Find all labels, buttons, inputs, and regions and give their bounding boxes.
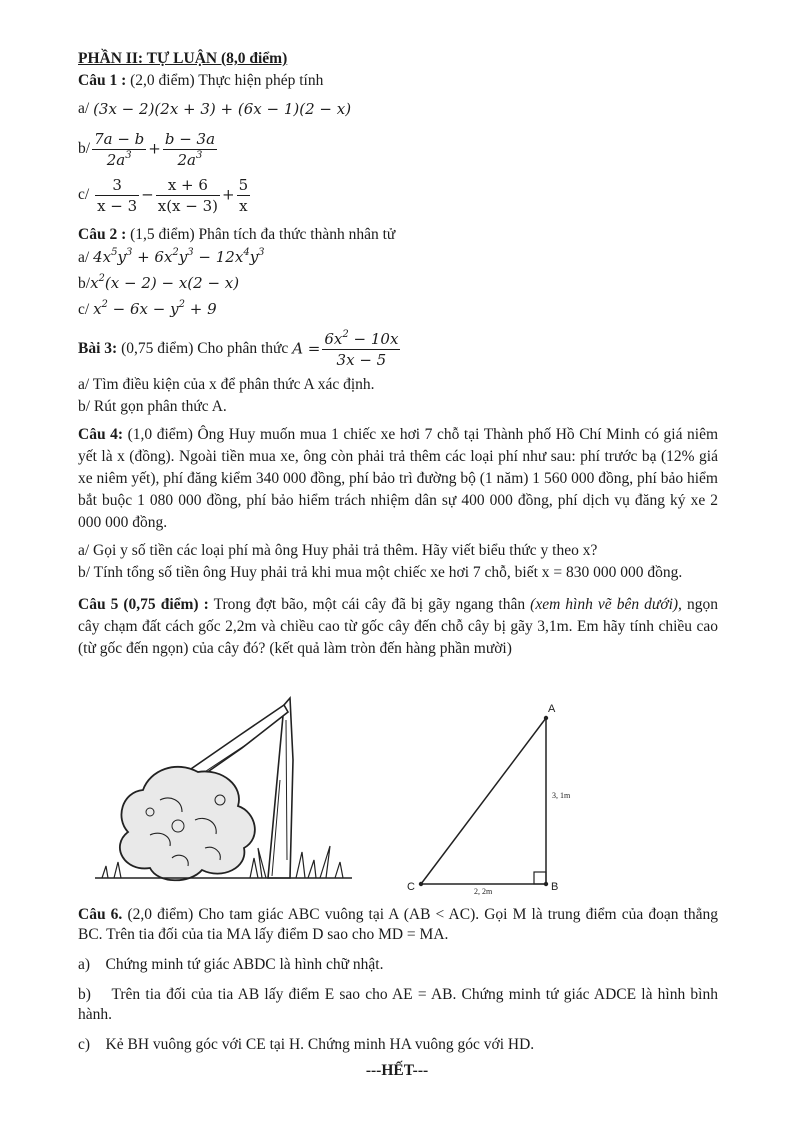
q2-c: c/ $x^2 - 6x - y^2 + 9$ [78,299,217,318]
q6-body [78,905,718,945]
end-mark: ---HẾT--- [365,1062,429,1079]
q1-c: c/ $\frac{3}{x - 3}$ − $\frac{x + 6}{x(x - 3)}$ + $\frac{5}{x}$ [78,172,718,218]
part-title: PHẦN II: TỰ LUẬN (8,0 điểm) [78,50,288,67]
q6-c: c) Kẻ BH vuông góc với CE tại H. Chứng minh HA vuông góc với HD. [78,1036,535,1053]
q2-a-expr: $4x^5y^3 + 6x^2y^3 - 12x^4y^3$ [93,247,265,266]
q3-a: a/ Tìm điều kiện của x để phân thức A xác định. [78,376,375,393]
point-b [544,882,548,886]
label-b: B [551,881,559,893]
q2-a: a/ $4x^5y^3 + 6x^2y^3 - 12x^4y^3$ [78,247,265,266]
q3-label: Bài 3: [78,340,118,357]
broken-tree-illustration [95,698,352,880]
q2-b: $b/x^2(x - 2) - x(2 - x)$ [78,273,240,292]
right-angle-mark [534,872,546,884]
q1-a-expr: (3x − 2)(2x + 3) + (6x − 1)(2 − x) [93,100,352,118]
q1-b: b/ $\frac{7a - b}{2a^3}$ + $\frac{b - 3a}{2a^3}$ [78,126,718,172]
q6-label: Câu 6. [78,906,123,923]
q2-c-expr: $x^2 - 6x - y^2 + 9$ [93,299,217,318]
q3-fraction: A = $\frac{6x^2 - 10x}{3x - 5}$ [292,328,399,369]
q4-a: a/ Gọi y số tiền các loại phí mà ông Huy phải trả thêm. Hãy viết biểu thức y theo x? [78,542,598,559]
q1-a: a/ (3x − 2)(2x + 3) + (6x − 1)(2 − x) [78,100,352,118]
q2-intro: (1,5 điểm) Phân tích đa thức thành nhân tử [130,226,396,243]
q6-text: (2,0 điểm) Cho tam giác ABC vuông tại A (AB < AC). Gọi M là trung điểm của đoạn thẳng BC. Trên tia đối của tia MA lấy điểm D sao cho MD = MA. [78,906,719,943]
q1-c-expr: $\frac{3}{x - 3}$ − $\frac{x + 6}{x(x - 3)}$ + $\frac{5}{x}$ [97,175,249,215]
q4-b: b/ Tính tổng số tiền ông Huy phải trả khi mua một chiếc xe hơi 7 chỗ, biết x = 830 000 000 đồng. [78,564,683,581]
q3-intro: (0,75 điểm) Cho phân thức [121,340,289,357]
q5-label: Câu 5 (0,75 điểm) : [78,596,209,613]
q6-b: b) Trên tia đối của tia AB lấy điểm E sao cho AE = AB. Chứng minh tứ giác ADCE là hình bình hành. [78,986,718,1023]
label-length-cb: 2, 2m [474,887,493,896]
q1-label: Câu 1 : [78,72,127,89]
right-triangle-diagram [407,703,571,896]
q1-b-expr: $\frac{7a - b}{2a^3}$ + $\frac{b - 3a}{2a^3}$ [94,129,216,169]
label-length-ab: 3, 1m [552,791,571,800]
label-c: C [407,881,415,893]
q4-label: Câu 4: [78,426,124,443]
q2-label: Câu 2 : [78,226,127,243]
q6-section [78,905,718,1056]
q2-b-expr: $x^2(x - 2) - x(2 - x)$ [90,273,240,292]
q1-intro: (2,0 điểm) Thực hiện phép tính [130,72,324,89]
q6-a: a) Chứng minh tứ giác ABDC là hình chữ nhật. [78,956,384,973]
hypotenuse-ca [421,718,546,884]
point-a [544,716,548,720]
label-a: A [548,703,556,715]
point-c [419,882,423,886]
q4-text: (1,0 điểm) Ông Huy muốn mua 1 chiếc xe hơi 7 chỗ tại Thành phố Hồ Chí Minh có giá niêm yết là x (đồng). Ngoài tiền mua xe, ông còn phải trả thêm các loại phí như sau: phí trước bạ (12% giá xe niêm yết), phí đăng kiểm 340 000 đồng, phí bảo trì đường bộ (1 năm) 1 560 000 đồng, phí bảo hiểm bắt buộc 1 080 000 đồng, phí bảo hiểm trách nhiệm dân sự 400 000 đồng, phí dịch vụ đăng ký xe 2 000 000 đồng. [78,426,719,531]
q3-b: b/ Rút gọn phân thức A. [78,398,227,415]
q5-body: Câu 5 (0,75 điểm) : Trong đợt bão, một cái cây đã bị gãy ngang thân (xem hình vẽ bên dưới), ngọn cây chạm đất cách gốc 2,2m và chiều cao từ gốc cây đến chỗ cây bị gãy 3,1m. Em hãy tính chiều cao (từ gốc đến ngọn) của cây đó? (kết quả làm tròn đến hàng phần mười) [78,596,718,657]
